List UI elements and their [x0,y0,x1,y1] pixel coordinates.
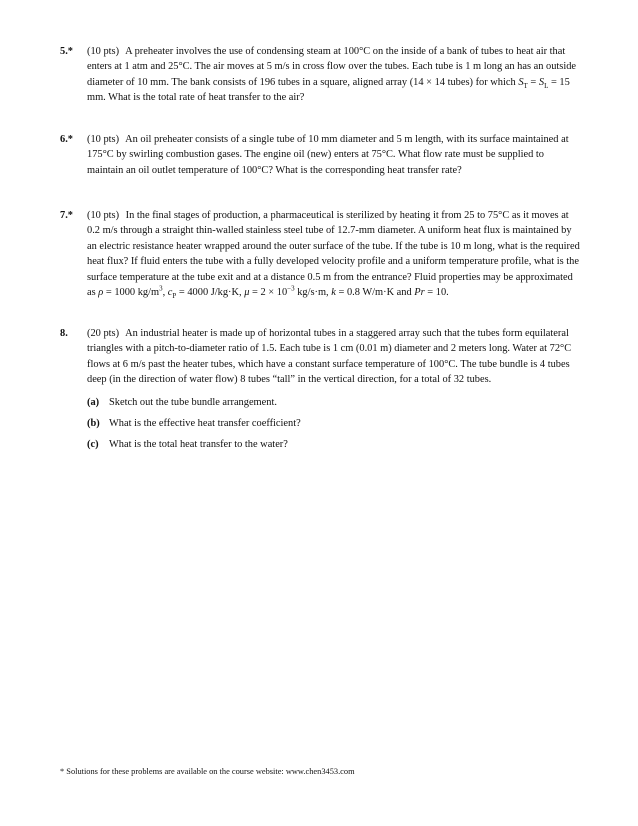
problem-text: In the final stages of production, a pharmaceutical is sterilized by heating it from 25 to 75°C as it moves at 0.2 m/s through a straight thin-walled stainless steel tube of 12.7-mm diameter. A uniform heat flux is maintained by an electric resistance heater wrapped around the outer surface of the tube. If the tube is 10 m long, what is the required heat flux? If fluid enters the tube with a fully developed velocity profile and a uniform temperature profile, what is the surface temperature at the tube exit and at a distance 0.5 m from the entrance? Fluid properties may be approximated as [87,210,580,299]
problem-number: 8. [60,328,68,339]
prop-rho-value: = 1000 kg/m [103,287,160,299]
problem-6 [60,132,580,178]
problem-points: (10 pts) [87,46,120,57]
prop-pr: Pr [414,287,425,299]
part-label: (c) [87,439,99,451]
prop-cp: c [167,287,173,299]
problem-part-a [87,395,580,410]
prop-rho: ρ [98,287,104,299]
part-text: What is the effective heat transfer coefficient? [109,418,301,430]
part-label: (b) [87,418,100,430]
problem-part-b [87,416,580,431]
eq-var-st: S [518,76,524,88]
eq-sub-l: L [544,81,549,90]
problem-points: (10 pts) [87,210,120,221]
eq-var-sl: S [538,76,545,88]
problem-body [87,44,580,106]
problem-points: (20 pts) [87,328,120,339]
part-text: What is the total heat transfer to the water? [109,439,288,451]
problem-body: (10 pts) In the final stages of production, a pharmaceutical is sterilized by heating it from 25 to 75°C as it moves at 0.2 m/s through a straight thin-walled stainless steel tube of 12.7-mm diameter. A uniform heat flux is maintained by an electric resistance heater wrapped around the outer surface of the tube. If the tube is 10 m long, what is the required heat flux? If fluid enters the tube with a fully developed velocity profile and a uniform temperature profile, what is the surface temperature at the tube exit and at a distance 0.5 m from the entrance? Fluid properties may be approximated as ρ = 1000 $kg/m^3$, $c_P = 4000$ J/kg·K, $\mu = 2 \times 10^{-3}$ kg/s·m, k = 0.8 W/m·K and Pr = 10. [87,210,580,301]
prop-cp-value: = 4000 J/kg·K, [176,287,245,299]
eq-equals: = [527,76,539,88]
problem-body [87,132,580,178]
prop-k: k [331,287,336,299]
problem-number: 5.* [60,46,73,57]
problem-number: 6.* [60,134,73,145]
prop-mu: μ [244,287,250,299]
problem-5 [60,44,580,106]
footnote: * Solutions for these problems are available on the course website: www.chen3453.com [60,767,355,776]
problem-8 [60,326,580,453]
problem-text: An oil preheater consists of a single tube of 10 mm diameter and 5 m length, with its surface maintained at 175°C by swirling combustion gases. The engine oil (new) enters at 75°C. What flow rate must be supplied to maintain an oil outlet temperature of 100°C? What is the corresponding heat transfer rate? [87,134,569,176]
prop-mu-unit: kg/s·m, [294,287,332,299]
problem-number: 7.* [60,210,73,221]
problem-body [87,326,580,453]
problem-text: An industrial heater is made up of horizontal tubes in a staggered array such that the tubes form equilateral triangles with a pitch-to-diameter ratio of 1.5. Each tube is 1 cm (0.01 m) diameter and 2 meters long. Water at 72°C flows at 6 m/s past the heater tubes, which have a constant surface temperature of 100°C. The tube bundle is 4 tubes deep (in the direction of water flow) 8 tubes “tall” in the vertical direction, for a total of 32 tubes. [87,328,572,386]
prop-cp-sub: P [172,292,177,301]
part-label: (a) [87,396,100,408]
eq-tail: = 15 mm. What is the total rate of heat transfer to the air? [87,76,570,104]
prop-mu-exp: −3 [287,284,295,293]
prop-mu-value: = 2 × 10 [249,287,288,299]
problem-points: (10 pts) [87,134,120,145]
prop-pr-value: = 10. [424,287,449,299]
problem-text: A preheater involves the use of condensing steam at 100°C on the inside of a bank of tubes to heat air that enters at 1 atm and 25°C. The air moves at 5 m/s in cross flow over the tubes. Each tube is 1 m long an has an outside diameter of 10 mm. The bank consists of 196 tubes in a square, aligned array (14 × 14 tubes) for which [87,46,577,88]
prop-k-value: = 0.8 W/m·K and [335,287,415,299]
part-text: Sketch out the tube bundle arrangement. [109,396,277,408]
prop-rho-exp: 3 [159,284,163,293]
problem-7 [60,208,580,300]
problem-part-c [87,437,580,452]
eq-sub-t: T [523,81,528,90]
